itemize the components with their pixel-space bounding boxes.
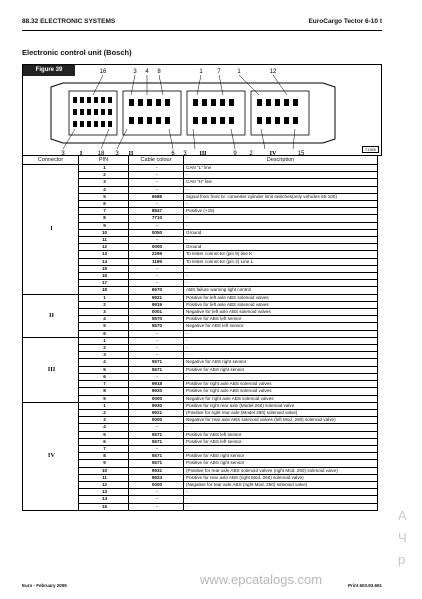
pin-table xyxy=(22,155,378,511)
cable-colour: 9920 xyxy=(129,388,184,395)
watermark: www.epcatalogs.com xyxy=(200,572,323,587)
pin-number: 9 xyxy=(79,395,129,402)
pin-description: Negative for left axle ABS solenoid valves xyxy=(184,309,378,316)
ecu-connector-drawing xyxy=(23,65,381,155)
pin-number: 16 xyxy=(79,273,129,280)
side-mark: А xyxy=(398,508,407,523)
cable-colour: 9930 xyxy=(129,402,184,409)
side-mark: р xyxy=(398,552,406,567)
side-mark: Ч xyxy=(398,530,407,545)
cable-colour: 5571 xyxy=(129,366,184,373)
pin-description: - xyxy=(184,222,378,229)
cable-colour: - xyxy=(129,186,184,193)
callout-bottom: 18 xyxy=(97,151,105,155)
pin-description: - xyxy=(184,445,378,452)
header-cable-colour: Cable colour xyxy=(129,156,184,165)
pin-description: Negative for ABS right sensor xyxy=(184,359,378,366)
pin-description: Signal from front br. converter cylinder limit switches(only vehicles 65-100) xyxy=(184,193,378,200)
pin-number: 2 xyxy=(79,172,129,179)
pin-number: 6 xyxy=(79,373,129,380)
cable-colour: 5571 xyxy=(129,438,184,445)
cable-colour: 0000 xyxy=(129,481,184,488)
pin-number: 6 xyxy=(79,330,129,337)
cable-colour: - xyxy=(129,330,184,337)
pin-description: Positive for right rear axle (Model 260) solenoid valve xyxy=(184,402,378,409)
pin-number: 13 xyxy=(79,251,129,258)
header-pin: PIN xyxy=(79,156,129,165)
pin-description: Positive for ABS right sensor xyxy=(184,366,378,373)
pin-description: Positive for ABS left sensor xyxy=(184,431,378,438)
pin-number: 3 xyxy=(79,309,129,316)
pin-description: CAN "H" line xyxy=(184,179,378,186)
pin-description: ABS failure warning light control xyxy=(184,287,378,294)
pin-description: - xyxy=(184,489,378,496)
pin-number: 18 xyxy=(79,287,129,294)
cable-colour: 7710 xyxy=(129,215,184,222)
cable-colour: - xyxy=(129,222,184,229)
footer-date: Euro - February 2005 xyxy=(22,583,67,588)
pin-number: 3 xyxy=(79,417,129,424)
table-row xyxy=(23,294,378,301)
cable-colour: - xyxy=(129,496,184,503)
callout-bottom: 3 xyxy=(115,151,119,155)
pin-description: Positive for ABS right sensor xyxy=(184,453,378,460)
pin-number: 10 xyxy=(79,467,129,474)
pin-number: 15 xyxy=(79,503,129,510)
pin-number: 2 xyxy=(79,409,129,416)
pin-number: 17 xyxy=(79,280,129,287)
cable-colour: - xyxy=(129,352,184,359)
pin-number: 6 xyxy=(79,438,129,445)
callout-bottom: III xyxy=(199,151,207,155)
pin-description: Positive (+15) xyxy=(184,208,378,215)
callout-bottom: 6 xyxy=(171,151,175,155)
callout-top: 16 xyxy=(99,69,107,75)
pin-number: 7 xyxy=(79,381,129,388)
cable-colour: 5570 xyxy=(129,323,184,330)
pin-number: 12 xyxy=(79,244,129,251)
pin-description: CAN "L" line xyxy=(184,165,378,172)
cable-colour: - xyxy=(129,273,184,280)
cable-colour: - xyxy=(129,337,184,344)
pin-number: 4 xyxy=(79,424,129,431)
pin-number: 1 xyxy=(79,165,129,172)
pin-description: Positive for left axle ABS solenoid valves xyxy=(184,301,378,308)
pin-number: 11 xyxy=(79,237,129,244)
cable-colour: - xyxy=(129,201,184,208)
pin-description: - xyxy=(184,215,378,222)
cable-colour: 1199 xyxy=(129,258,184,265)
pin-description: - xyxy=(184,424,378,431)
callout-top: 4 xyxy=(145,69,149,75)
connector-label: II xyxy=(23,294,79,337)
pin-number: 5 xyxy=(79,366,129,373)
cable-colour: 2299 xyxy=(129,251,184,258)
cable-colour: 6686 xyxy=(129,193,184,200)
pin-number: 12 xyxy=(79,481,129,488)
pin-description: - xyxy=(184,237,378,244)
pin-description: - xyxy=(184,352,378,359)
pin-description: Negative for right axle ABS solenoid valves xyxy=(184,395,378,402)
header-rule xyxy=(22,30,382,31)
cable-colour: - xyxy=(129,179,184,186)
callout-bottom: 9 xyxy=(233,151,237,155)
header-section: 88.32 ELECTRONIC SYSTEMS xyxy=(22,18,116,25)
callout-bottom: 3 xyxy=(61,151,65,155)
pin-number: 11 xyxy=(79,474,129,481)
pin-description: - xyxy=(184,496,378,503)
pin-description: To tester connector (pin 2) Line L xyxy=(184,258,378,265)
cable-colour: 0000 xyxy=(129,395,184,402)
figure-tag: Figure 39 xyxy=(23,65,75,76)
pin-number: 3 xyxy=(79,352,129,359)
table-row xyxy=(23,337,378,344)
callout-top: 8 xyxy=(157,69,161,75)
figure-reference-number: 71350 xyxy=(362,146,379,153)
pin-number: 7 xyxy=(79,208,129,215)
cable-colour: - xyxy=(129,424,184,431)
cable-colour: 5570 xyxy=(129,316,184,323)
pin-description: Positive for ABS left sensor xyxy=(184,316,378,323)
pin-description: - xyxy=(184,337,378,344)
cable-colour: - xyxy=(129,445,184,452)
pin-description: Negative for rear axle ABS solenoid valves (left Mod. 260) solenoid valve) xyxy=(184,417,378,424)
callout-bottom: I xyxy=(79,151,83,155)
pin-description: - xyxy=(184,265,378,272)
cable-colour: 5571 xyxy=(129,359,184,366)
pin-number: 5 xyxy=(79,431,129,438)
cable-colour: 0000 xyxy=(129,244,184,251)
pin-number: 1 xyxy=(79,294,129,301)
cable-colour: 8847 xyxy=(129,208,184,215)
section-title: Electronic control unit (Bosch) xyxy=(22,48,132,57)
connector-label: IV xyxy=(23,402,79,510)
cable-colour: 9919 xyxy=(129,301,184,308)
cable-colour: - xyxy=(129,373,184,380)
pin-description: Positive for ABS left sensor xyxy=(184,438,378,445)
pin-number: 5 xyxy=(79,323,129,330)
connector-label: III xyxy=(23,337,79,402)
cable-colour: - xyxy=(129,489,184,496)
header-model: EuroCargo Tector 6-10 t xyxy=(308,18,382,25)
pin-description: Ground xyxy=(184,229,378,236)
callout-bottom: 15 xyxy=(297,151,305,155)
pin-description: To tester connector (pin 9) line K xyxy=(184,251,378,258)
pin-description: - xyxy=(184,186,378,193)
pin-number: 6 xyxy=(79,201,129,208)
pin-description: (Positive for rear axle ABS solenoid valves (right Mod. 260) solenoid valve) xyxy=(184,467,378,474)
connector-label: I xyxy=(23,165,79,295)
pin-number: 1 xyxy=(79,402,129,409)
callout-top: 1 xyxy=(199,69,203,75)
table-row xyxy=(23,165,378,172)
callout-bottom: 2 xyxy=(249,151,253,155)
pin-number: 10 xyxy=(79,229,129,236)
pin-number: 13 xyxy=(79,489,129,496)
pin-number: 1 xyxy=(79,337,129,344)
pin-number: 9 xyxy=(79,222,129,229)
cable-colour: - xyxy=(129,280,184,287)
pin-description: - xyxy=(184,172,378,179)
callout-top: 3 xyxy=(133,69,137,75)
pin-table-body xyxy=(23,165,378,511)
cable-colour: - xyxy=(129,237,184,244)
table-header-row xyxy=(23,156,378,165)
cable-colour: 9918 xyxy=(129,381,184,388)
cable-colour: 6670 xyxy=(129,287,184,294)
cable-colour: 9921 xyxy=(129,409,184,416)
pin-number: 14 xyxy=(79,496,129,503)
cable-colour: 5571 xyxy=(129,460,184,467)
cable-colour: 0001 xyxy=(129,309,184,316)
pin-description: Ground xyxy=(184,244,378,251)
pin-number: 3 xyxy=(79,179,129,186)
pin-number: 7 xyxy=(79,445,129,452)
pin-description: (Negative for rear axle ABS (right Mod. 260) solenoid valve) xyxy=(184,481,378,488)
pin-description: - xyxy=(184,345,378,352)
pin-number: 9 xyxy=(79,460,129,467)
pin-number: 2 xyxy=(79,301,129,308)
pin-description: - xyxy=(184,273,378,280)
header-connector: Connector xyxy=(23,156,79,165)
callout-bottom: IV xyxy=(269,151,277,155)
pin-description: - xyxy=(184,330,378,337)
pin-description: - xyxy=(184,201,378,208)
pin-description: Positive for rear axle ABS (right Mod. 260) solenoid valve) xyxy=(184,474,378,481)
pin-description: Positive for right axle ABS solenoid valves xyxy=(184,388,378,395)
pin-number: 4 xyxy=(79,316,129,323)
cable-colour: 9921 xyxy=(129,294,184,301)
header-description: Description xyxy=(184,156,378,165)
pin-description: Positive for left axle ABS solenoid valves xyxy=(184,294,378,301)
cable-colour: 5571 xyxy=(129,453,184,460)
pin-description: - xyxy=(184,503,378,510)
footer-print-number: Print 603.93.651 xyxy=(347,583,382,588)
page-header xyxy=(22,18,382,30)
cable-colour: 9924 xyxy=(129,474,184,481)
cable-colour: - xyxy=(129,165,184,172)
pin-description: Negative for ABS left sensor xyxy=(184,323,378,330)
cable-colour: 0050 xyxy=(129,229,184,236)
ecu-figure xyxy=(22,64,382,156)
callout-top: 7 xyxy=(217,69,221,75)
pin-number: 8 xyxy=(79,215,129,222)
cable-colour: 0000 xyxy=(129,417,184,424)
cable-colour: 9931 xyxy=(129,467,184,474)
pin-number: 2 xyxy=(79,345,129,352)
pin-description: - xyxy=(184,280,378,287)
pin-number: 8 xyxy=(79,388,129,395)
cable-colour: - xyxy=(129,345,184,352)
callout-top: 12 xyxy=(269,69,277,75)
cable-colour: - xyxy=(129,265,184,272)
callout-top: 1 xyxy=(237,69,241,75)
pin-description: (Positive for right rear axle (Model 260) solenoid valve) xyxy=(184,409,378,416)
pin-number: 4 xyxy=(79,186,129,193)
pin-description: Positive for ABS right sensor xyxy=(184,460,378,467)
cable-colour: 5571 xyxy=(129,431,184,438)
pin-number: 4 xyxy=(79,359,129,366)
table-row xyxy=(23,402,378,409)
pin-number: 8 xyxy=(79,453,129,460)
pin-description: Positive for right axle ABS solenoid valves xyxy=(184,381,378,388)
pin-number: 15 xyxy=(79,265,129,272)
pin-number: 5 xyxy=(79,193,129,200)
cable-colour: - xyxy=(129,172,184,179)
pin-number: 14 xyxy=(79,258,129,265)
pin-description: - xyxy=(184,373,378,380)
callout-bottom: 3 xyxy=(183,151,187,155)
callout-bottom: II xyxy=(128,151,134,155)
cable-colour: - xyxy=(129,503,184,510)
